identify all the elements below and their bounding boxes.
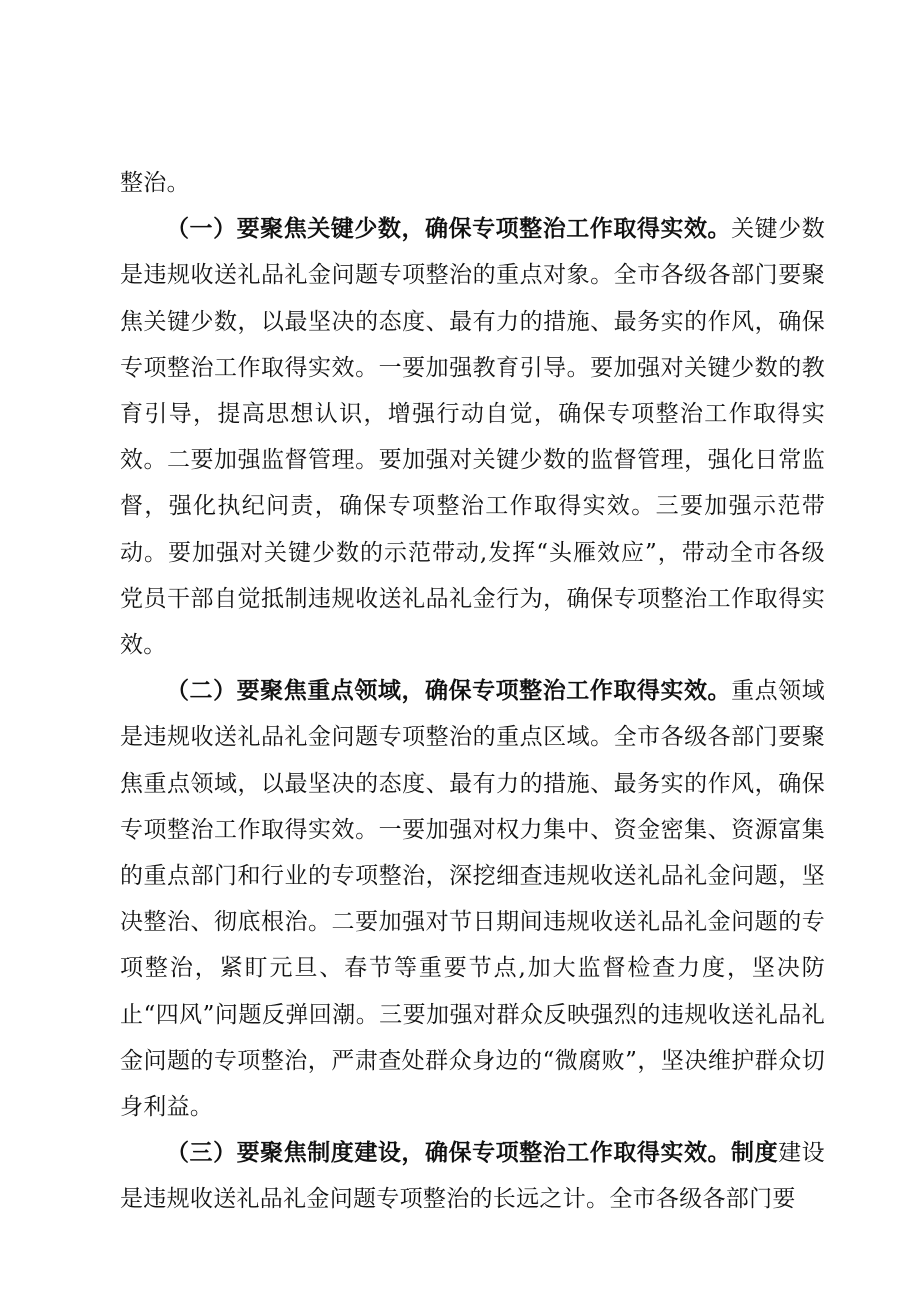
section-3-body: 建设是违规收送礼品礼金问题专项整治的长远之计。全市各级各部门要 — [120, 1140, 825, 1213]
section-2-paragraph — [120, 668, 825, 1130]
lead-fragment: 整治。 — [120, 170, 190, 196]
section-1-paragraph — [120, 206, 825, 668]
section-1-heading: （一）要聚焦关键少数，确保专项整治工作取得实效。 — [166, 216, 732, 243]
section-1-body: 关键少数是违规收送礼品礼金问题专项整治的重点对象。全市各级各部门要聚焦关键少数，以最坚决的态度、最有力的措施、最务实的作风，确保专项整治工作取得实效。一要加强教育引导。要加强对关键少数的教育引导，提高思想认识，增强行动自觉，确保专项整治工作取得实效。二要加强监督管理。要加强对关键少数的监督管理，强化日常监督，强化执纪问责，确保专项整治工作取得实效。三要加强示范带动。要加强对关键少数的示范带动,发挥“头雁效应”，带动全市各级党员干部自觉抵制违规收送礼品礼金行为，确保专项整治工作取得实效。 — [120, 216, 825, 659]
section-3-heading: （三）要聚焦制度建设，确保专项整治工作取得实效。制度 — [166, 1140, 779, 1167]
document-body — [120, 160, 825, 1223]
section-3-paragraph — [120, 1130, 825, 1222]
section-2-heading: （二）要聚焦重点领域，确保专项整治工作取得实效。 — [166, 678, 732, 705]
section-2-body: 重点领域是违规收送礼品礼金问题专项整治的重点区域。全市各级各部门要聚焦重点领域，以最坚决的态度、最有力的措施、最务实的作风，确保专项整治工作取得实效。一要加强对权力集中、资金密集、资源富集的重点部门和行业的专项整治，深挖细查违规收送礼品礼金问题，坚决整治、彻底根治。二要加强对节日期间违规收送礼品礼金问题的专项整治，紧盯元旦、春节等重要节点,加大监督检查力度，坚决防止“四风”问题反弹回潮。三要加强对群众反映强烈的违规收送礼品礼金问题的专项整治，严肃查处群众身边的“微腐败”，坚决维护群众切身利益。 — [120, 678, 825, 1121]
